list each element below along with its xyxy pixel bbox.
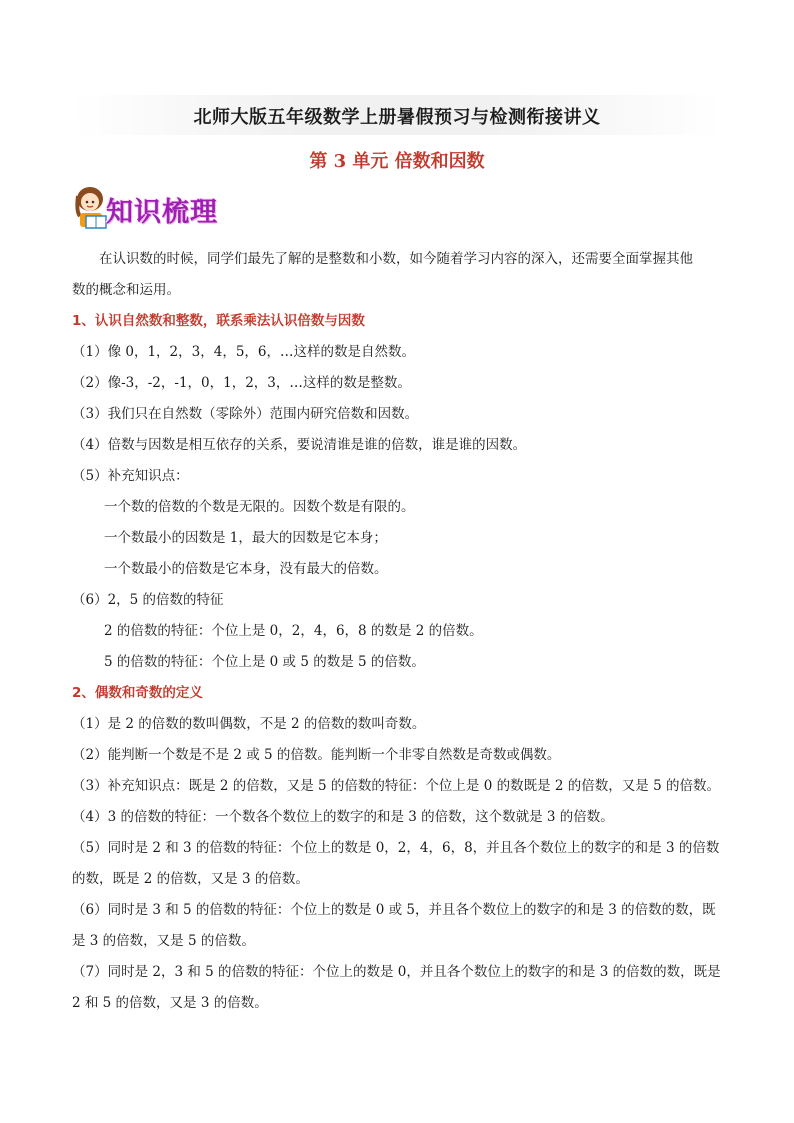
list-item: （5）补充知识点：: [72, 468, 189, 484]
list-item: 2 和 5 的倍数，又是 3 的倍数。: [72, 995, 268, 1011]
section-heading: 2、偶数和奇数的定义: [72, 685, 203, 701]
sub-item: 5 的倍数的特征：个位上是 0 或 5 的数是 5 的倍数。: [104, 654, 425, 670]
section-heading: 1、认识自然数和整数，联系乘法认识倍数与因数: [72, 313, 365, 329]
list-item: （6）2，5 的倍数的特征: [72, 592, 224, 608]
list-item: 的数，既是 2 的倍数，又是 3 的倍数。: [72, 871, 309, 887]
sub-item: 2 的倍数的特征：个位上是 0，2，4，6，8 的数是 2 的倍数。: [104, 623, 483, 639]
list-item: （2）像-3，-2，-1，0，1，2，3，…这样的数是整数。: [72, 375, 411, 391]
list-item: （4）3 的倍数的特征：一个数各个数位上的数字的和是 3 的倍数，这个数就是 3 的倍数。: [72, 809, 614, 825]
knowledge-banner: [72, 186, 272, 232]
list-item: （3）我们只在自然数（零除外）范围内研究倍数和因数。: [72, 406, 419, 422]
list-item: （1）像 0，1，2，3，4，5，6，…这样的数是自然数。: [72, 344, 416, 360]
intro-line: 数的概念和运用。: [72, 282, 180, 298]
banner-title: 知识梳理: [106, 197, 218, 228]
list-item: （6）同时是 3 和 5 的倍数的特征：个位上的数是 0 或 5，并且各个数位上的数字的和是 3 的倍数的数，既: [72, 902, 716, 918]
intro-line: 在认识数的时候，同学们最先了解的是整数和小数，如今随着学习内容的深入，还需要全面掌握其他: [99, 251, 693, 267]
list-item: （4）倍数与因数是相互依存的关系，要说清谁是谁的倍数，谁是谁的因数。: [72, 437, 527, 453]
list-item: （1）是 2 的倍数的数叫偶数，不是 2 的倍数的数叫奇数。: [72, 716, 426, 732]
list-item: （7）同时是 2，3 和 5 的倍数的特征：个位上的数是 0，并且各个数位上的数字的和是 3 的倍数的数，既是: [72, 964, 721, 980]
sub-item: 一个数的倍数的个数是无限的。因数个数是有限的。: [104, 499, 415, 515]
list-item: （5）同时是 2 和 3 的倍数的特征：个位上的数是 0，2，4，6，8，并且各个数位上的数字的和是 3 的倍数: [72, 840, 720, 856]
list-item: （3）补充知识点：既是 2 的倍数，又是 5 的倍数的特征：个位上是 0 的数既是 2 的倍数，又是 5 的倍数。: [72, 778, 720, 794]
list-item: 是 3 的倍数，又是 5 的倍数。: [72, 933, 255, 949]
sub-item: 一个数最小的倍数是它本身，没有最大的倍数。: [104, 561, 388, 577]
content-body: [72, 244, 724, 1019]
list-item: （2）能判断一个数是不是 2 或 5 的倍数。能判断一个非零自然数是奇数或偶数。: [72, 747, 561, 763]
sub-item: 一个数最小的因数是 1，最大的因数是它本身；: [104, 530, 387, 546]
unit-title: 第 3 单元 倍数和因数: [309, 151, 485, 172]
main-title: 北师大版五年级数学上册暑假预习与检测衔接讲义: [193, 107, 601, 128]
